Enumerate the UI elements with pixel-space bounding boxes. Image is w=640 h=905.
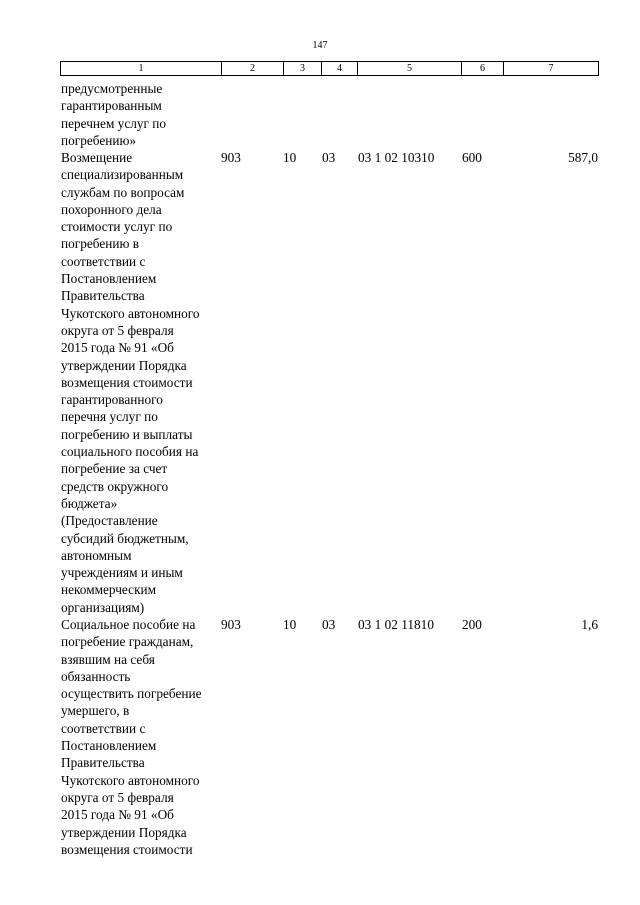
- text-line: Чукотского автономного: [61, 305, 200, 321]
- text-line: службам по вопросам: [61, 184, 185, 200]
- fragment-text: [61, 80, 166, 149]
- text-line: погребение гражданам,: [61, 634, 194, 650]
- row-2-col-3: 10: [283, 617, 297, 632]
- text-line: средств окружного: [61, 478, 169, 494]
- text-line: стоимости услуг по: [61, 219, 173, 235]
- header-col-3: 3: [284, 62, 322, 76]
- text-line: утверждении Порядка: [61, 357, 187, 373]
- page-number: 147: [312, 40, 328, 51]
- text-line: обязанность: [61, 668, 131, 684]
- text-line: предусмотренные: [61, 81, 163, 96]
- text-line: 2015 года № 91 «Об: [61, 807, 174, 823]
- header-col-6: 6: [462, 62, 504, 76]
- text-line: возмещения стоимости: [61, 841, 193, 857]
- text-line: учреждениям и иным: [61, 565, 183, 581]
- row-1-col-4: 03: [322, 150, 336, 165]
- row-1-col-3: 10: [283, 150, 297, 165]
- text-line: субсидий бюджетным,: [61, 530, 189, 546]
- text-line: округа от 5 февраля: [61, 322, 174, 338]
- text-line: округа от 5 февраля: [61, 789, 174, 805]
- text-line: взявшим на себя: [61, 651, 155, 667]
- row-2-col-6: 200: [462, 617, 482, 632]
- text-line: Социальное пособие на: [61, 617, 196, 632]
- text-line: специализированным: [61, 167, 184, 183]
- row-2-col-7: 1,6: [581, 617, 598, 632]
- text-line: возмещения стоимости: [61, 374, 193, 390]
- text-line: похоронного дела: [61, 201, 162, 217]
- header-col-5: 5: [358, 62, 462, 76]
- text-line: Возмещение: [61, 150, 133, 165]
- text-line: Постановлением: [61, 738, 157, 754]
- row-1-col-7: 587,0: [568, 150, 598, 165]
- text-line: автономным: [61, 547, 132, 563]
- text-line: (Предоставление: [61, 513, 158, 529]
- header-col-2: 2: [222, 62, 284, 76]
- text-line: перечнем услуг по: [61, 115, 167, 131]
- header-col-7: 7: [504, 62, 599, 76]
- header-col-4: 4: [322, 62, 358, 76]
- text-line: погребению и выплаты: [61, 426, 193, 442]
- text-line: бюджета»: [61, 495, 118, 511]
- text-line: утверждении Порядка: [61, 824, 187, 840]
- text-line: организациям): [61, 599, 145, 615]
- text-line: гарантированным: [61, 98, 162, 114]
- header-col-1: 1: [61, 62, 222, 76]
- table-header: [60, 61, 599, 76]
- text-line: социального пособия на: [61, 444, 199, 460]
- row-2-col-5: 03 1 02 11810: [358, 617, 434, 632]
- text-line: некоммерческим: [61, 582, 157, 598]
- text-line: соответствии с: [61, 720, 146, 736]
- text-line: погребение за счет: [61, 461, 168, 477]
- text-line: гарантированного: [61, 392, 163, 408]
- row-2-col-2: 903: [221, 617, 241, 632]
- row-2-col-4: 03: [322, 617, 336, 632]
- text-line: соответствии с: [61, 253, 146, 269]
- row-1-col-2: 903: [221, 150, 241, 165]
- text-line: умершего, в: [61, 703, 130, 719]
- text-line: осуществить погребение: [61, 686, 202, 702]
- row-1-col-5: 03 1 02 10310: [358, 150, 435, 165]
- text-line: Правительства: [61, 755, 145, 771]
- text-line: Правительства: [61, 288, 145, 304]
- text-line: Чукотского автономного: [61, 772, 200, 788]
- row-1-col-6: 600: [462, 150, 482, 165]
- text-line: погребению в: [61, 236, 140, 252]
- row-2-description: [61, 616, 202, 858]
- text-line: погребению»: [61, 132, 137, 148]
- text-line: Постановлением: [61, 271, 157, 287]
- row-1-description: [61, 149, 200, 616]
- text-line: 2015 года № 91 «Об: [61, 340, 174, 356]
- text-line: перечня услуг по: [61, 409, 158, 425]
